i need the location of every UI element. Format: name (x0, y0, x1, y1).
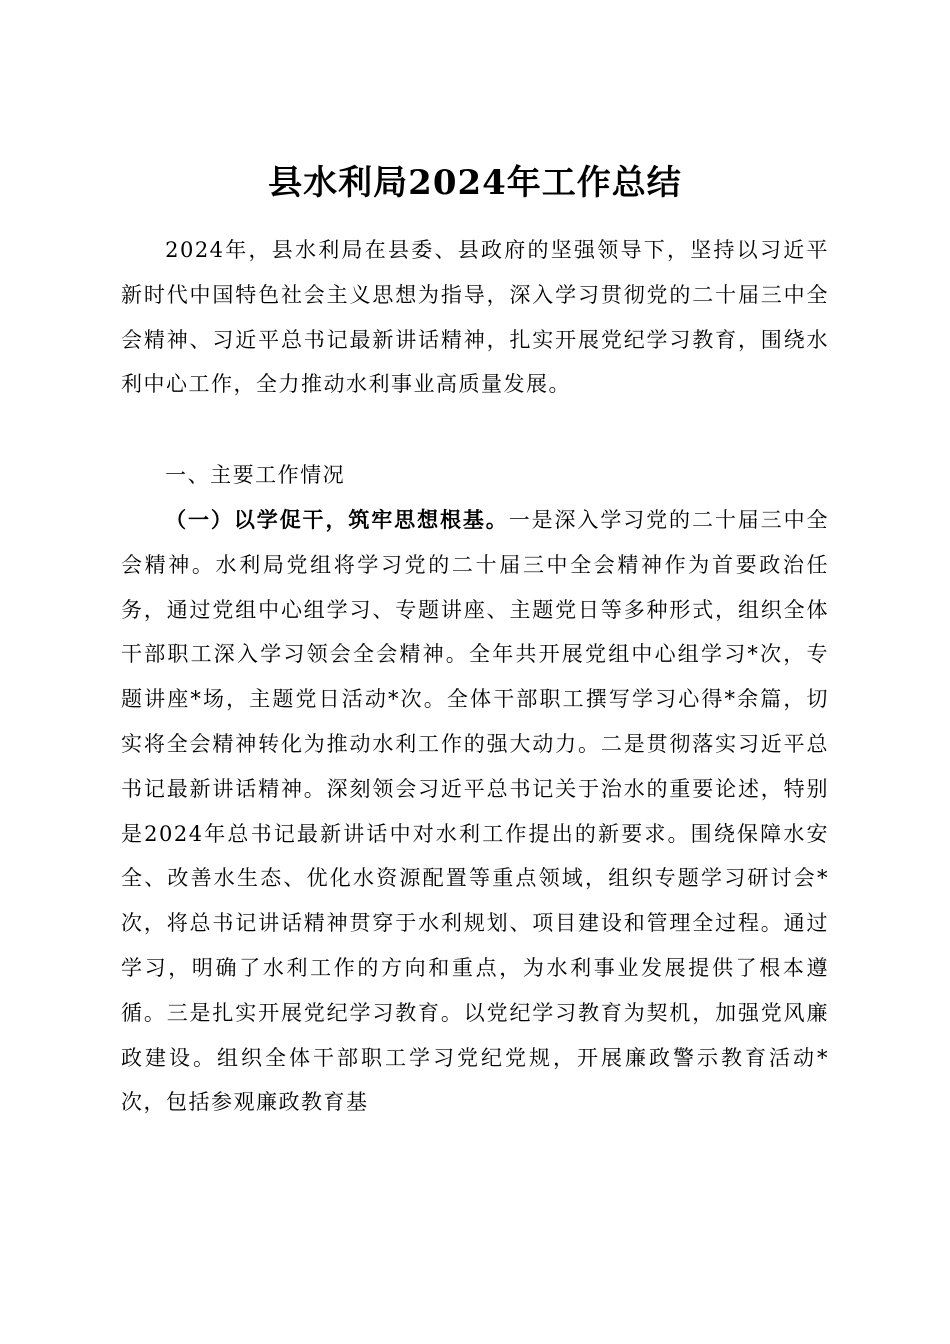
section-heading: 一、主要工作情况 (165, 463, 346, 487)
sub-heading: （一）以学促干，筑牢思想根基。 (165, 508, 509, 532)
section-body-text: 一是深入学习党的二十届三中全会精神。水利局党组将学习党的二十届三中全会精神作为首要政治任务，通过党组中心组学习、专题讲座、主题党日等多种形式，组织全体干部职工深入学习领会全会精神。全年共开展党组中心组学习*次，专题讲座*场，主题党日活动*次。全体干部职工撰写学习心得*余篇，切实将全会精神转化为推动水利工作的强大动力。二是贯彻落实习近平总书记最新讲话精神。深刻领会习近平总书记关于治水的重要论述，特别是2024年总书记最新讲话中对水利工作提出的新要求。围绕保障水安全、改善水生态、优化水资源配置等重点领域，组织专题学习研讨会*次，将总书记讲话精神贯穿于水利规划、项目建设和管理全过程。通过学习，明确了水利工作的方向和重点，为水利事业发展提供了根本遵循。三是扎实开展党纪学习教育。以党纪学习教育为契机，加强党风廉政建设。组织全体干部职工学习党纪党规，开展廉政警示教育活动*次，包括参观廉政教育基 (121, 508, 829, 1115)
section-paragraph (121, 498, 829, 1125)
intro-paragraph: 2024年，县水利局在县委、县政府的坚强领导下，坚持以习近平新时代中国特色社会主义思想为指导，深入学习贯彻党的二十届三中全会精神、习近平总书记最新讲话精神，扎实开展党纪学习教育，围绕水利中心工作，全力推动水利事业高质量发展。 (121, 238, 829, 397)
document-title: 县水利局2024年工作总结 (268, 162, 682, 203)
